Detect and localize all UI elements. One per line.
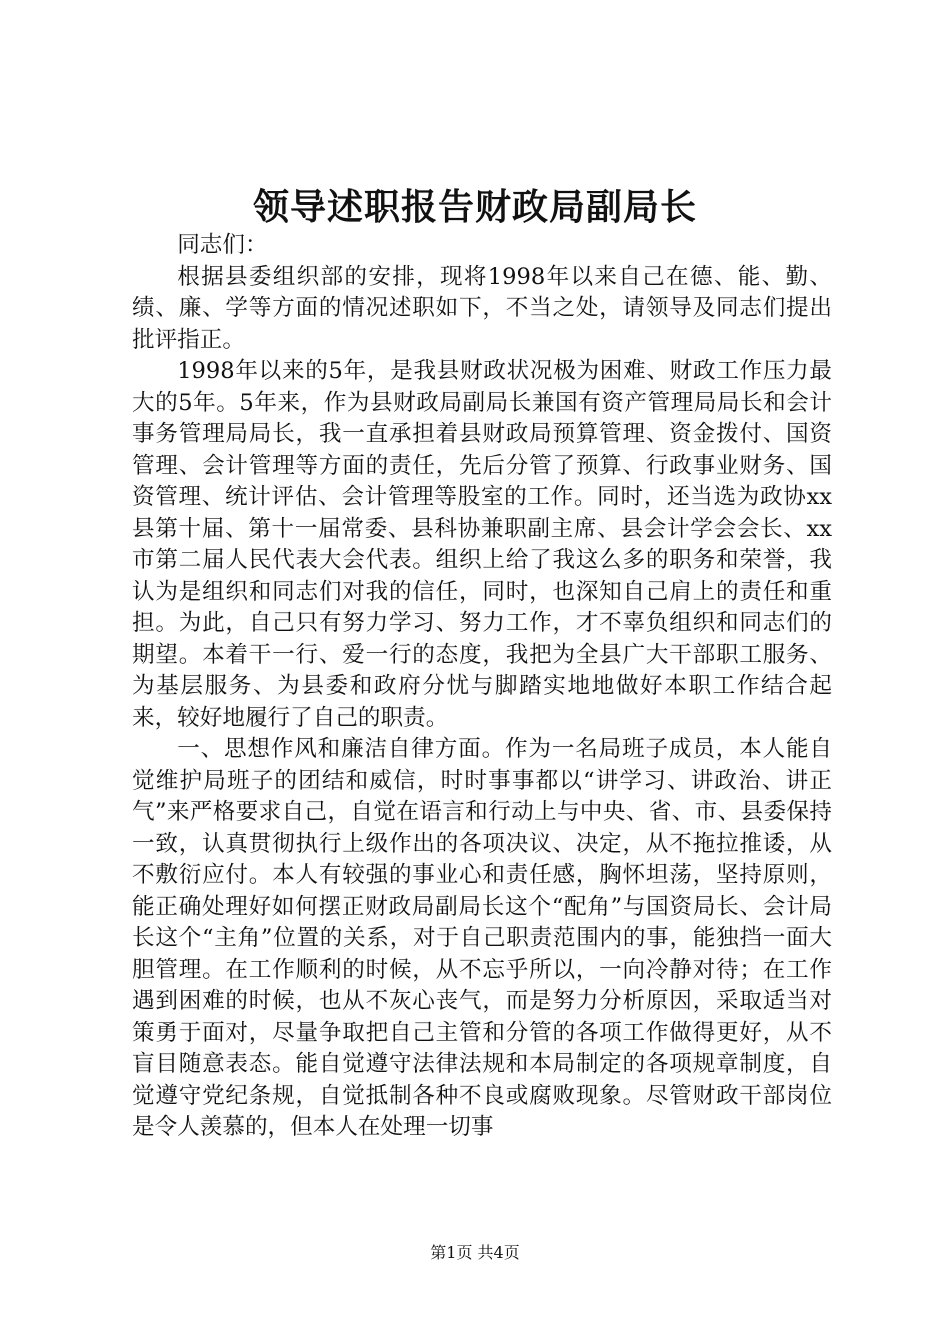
document-body — [132, 230, 832, 1144]
intro-paragraph: 根据县委组织部的安排，现将1998年以来自己在德、能、勤、绩、廉、学等方面的情况述职如下，不当之处，请领导及同志们提出批评指正。 — [132, 263, 832, 353]
salutation-paragraph: 同志们： — [177, 232, 268, 258]
section-one-paragraph: 一、思想作风和廉洁自律方面。作为一名局班子成员，本人能自觉维护局班子的团结和威信，时时事事都以“讲学习、讲政治、讲正气”来严格要求自己，自觉在语言和行动上与中央、省、市、县委保持一致，认真贯彻执行上级作出的各项决议、决定，从不拖拉推诿，从不敷衍应付。本人有较强的事业心和责任感，胸怀坦荡，坚持原则，能正确处理好如何摆正财政局副局长这个“配角”与国资局长、会计局长这个“主角”位置的关系，对于自己职责范围内的事，能独挡一面大胆管理。在工作顺利的时候，从不忘乎所以，一向冷静对待；在工作遇到困难的时候，也从不灰心丧气，而是努力分析原因，采取适当对策勇于面对，尽量争取把自己主管和分管的各项工作做得更好，从不盲目随意表态。能自觉遵守法律法规和本局制定的各项规章制度，自觉遵守党纪条规，自觉抵制各种不良或腐败现象。尽管财政干部岗位是令人羡慕的，但本人在处理一切事 — [132, 736, 832, 1140]
overview-paragraph: 1998年以来的5年，是我县财政状况极为困难、财政工作压力最大的5年。5年来，作为县财政局副局长兼国有资产管理局局长和会计事务管理局局长，我一直承担着县财政局预算管理、资金拨付、国资管理、会计管理等方面的责任，先后分管了预算、行政事业财务、国资管理、统计评估、会计管理等股室的工作。同时，还当选为政协xx县第十届、第十一届常委、县科协兼职副主席、县会计学会会长、xx市第二届人民代表大会代表。组织上给了我这么多的职务和荣誉，我认为是组织和同志们对我的信任，同时，也深知自己肩上的责任和重担。为此，自己只有努力学习、努力工作，才不辜负组织和同志们的期望。本着干一行、爱一行的态度，我把为全县广大干部职工服务、为基层服务、为县委和政府分忧与脚踏实地地做好本职工作结合起来，较好地履行了自己的职责。 — [132, 358, 832, 731]
document-title: 领导述职报告财政局副局长 — [252, 187, 697, 228]
page-number-footer: 第1页 共4页 — [430, 1243, 520, 1262]
